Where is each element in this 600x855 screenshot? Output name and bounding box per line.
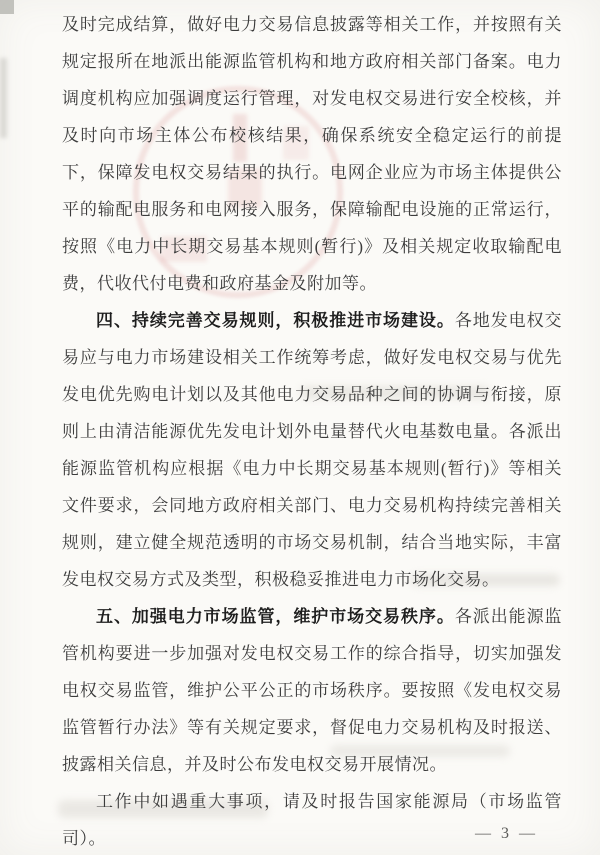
paragraph-closing: [62, 783, 562, 855]
paragraph-text: 各地发电权交易应与电力市场建设相关工作统筹考虑，做好发电权交易与优先发电优先购电计划以及其他电力交易品种之间的协调与衔接，原则上由清洁能源优先发电计划外电量替代火电基数电量。各派出能源监管机构应根据《电力中长期交易基本规则(暂行)》等相关文件要求，会同地方政府相关部门、电力交易机构持续完善相关规则，建立健全规范透明的市场交易机制，结合当地实际，丰富发电权交易方式及类型，积极稳妥推进电力市场化交易。: [62, 311, 563, 589]
paragraph-text: 及时完成结算，做好电力交易信息披露等相关工作，并按照有关规定报所在地派出能源监管机构和地方政府相关部门备案。电力调度机构应加强调度运行管理，对发电权交易进行安全校核，并及时向市场主体公布校核结果，确保系统安全稳定运行的前提下，保障发电权交易结果的执行。电网企业应为市场主体提供公平的输配电服务和电网接入服务，保障输配电设施的正常运行，按照《电力中长期交易基本规则(暂行)》及相关规定收取输配电费，代收代付电费和政府基金及附加等。: [62, 15, 562, 293]
document-body: [62, 6, 562, 855]
scan-corner-artifact: [0, 0, 14, 14]
section-5-heading: 五、加强电力市场监管，维护市场交易秩序。: [96, 607, 455, 626]
paragraph-text: 各派出能源监管机构要进一步加强对发电权交易工作的综合指导，切实加强发电权交易监管，维护公平公正的市场秩序。要按照《发电权交易监管暂行办法》等有关规定要求，督促电力交易机构及时报送、披露相关信息，并及时公布发电权交易开展情况。: [62, 607, 563, 774]
section-4-heading: 四、持续完善交易规则，积极推进市场建设。: [96, 311, 455, 330]
paragraph-text: 工作中如遇重大事项，请及时报告国家能源局（市场监管司）。: [62, 792, 562, 848]
page-number: — 3 —: [475, 825, 538, 842]
paragraph-section-4: [62, 302, 562, 598]
paragraph-continuation: [62, 6, 562, 302]
paragraph-section-5: [62, 598, 562, 783]
scan-edge-smudge: [0, 58, 7, 138]
